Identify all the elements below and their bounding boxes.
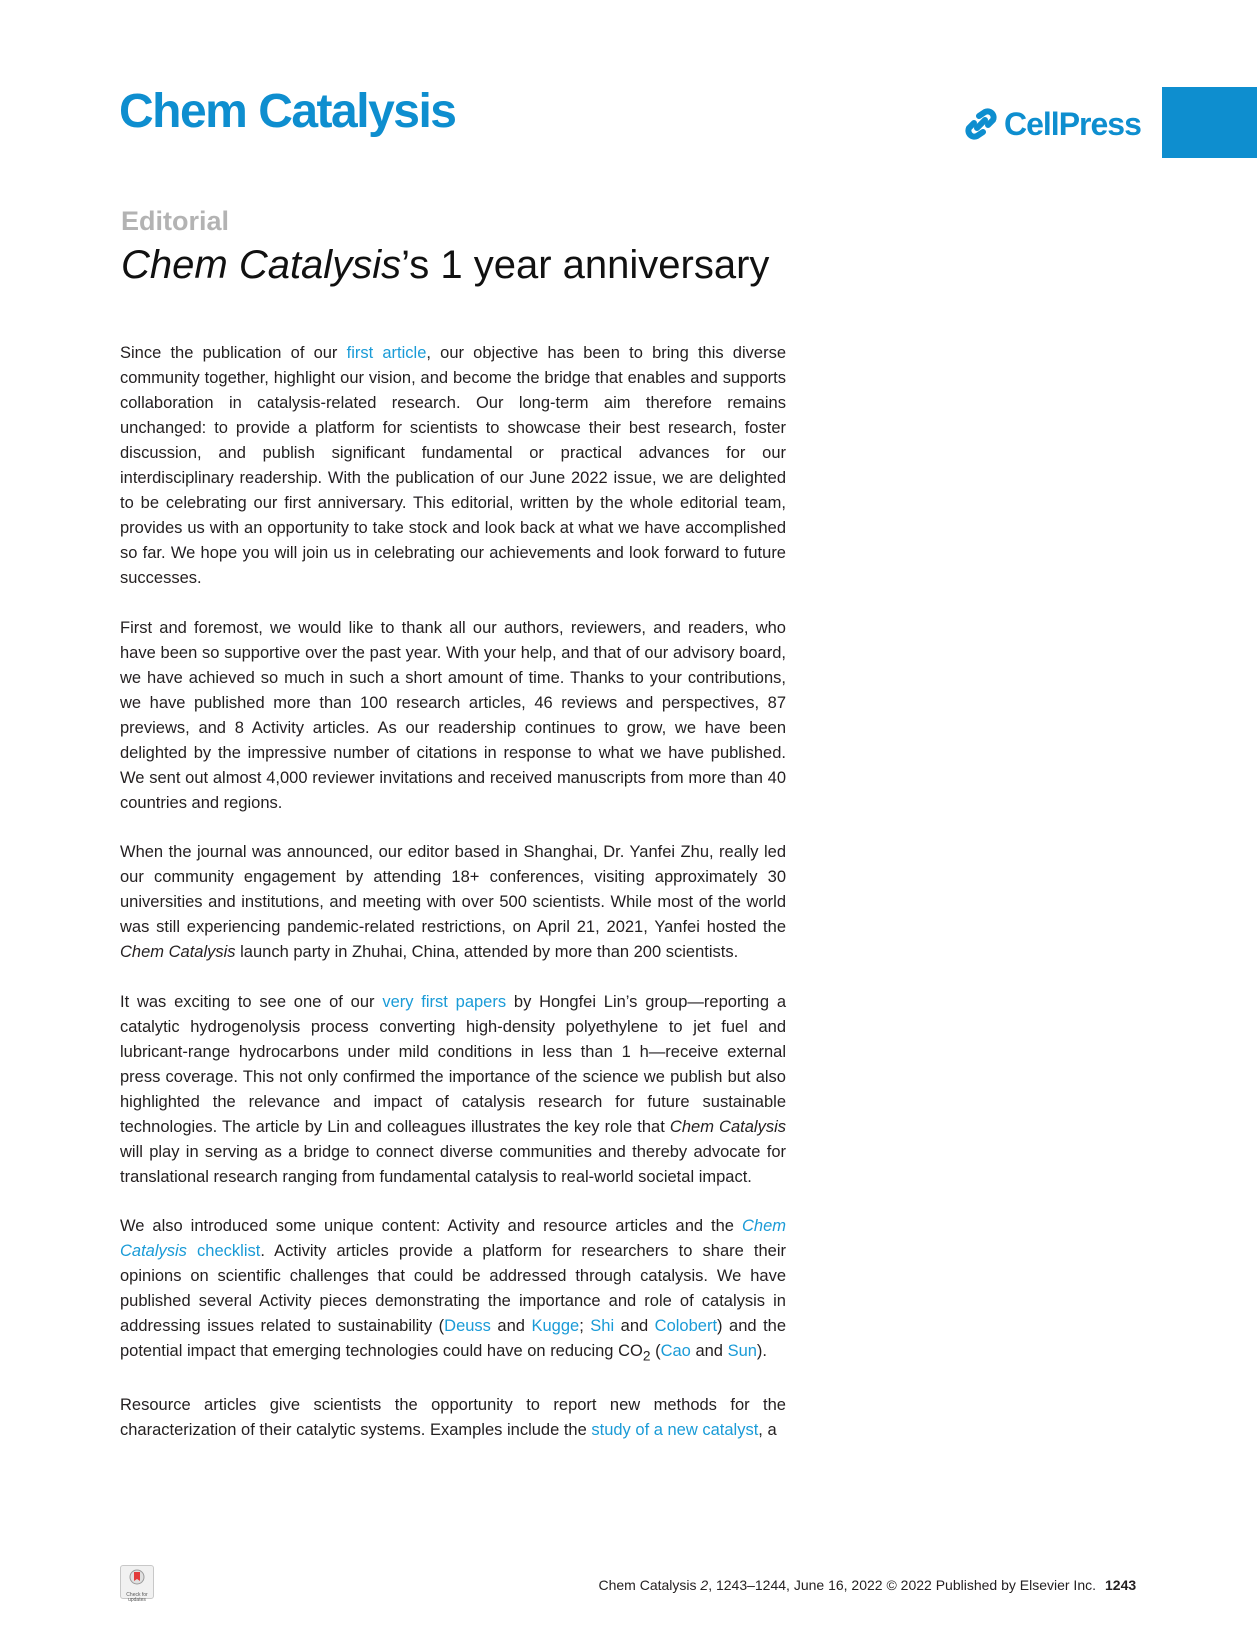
citation-volume: 2 <box>700 1577 709 1593</box>
citation-details: , 1243–1244, June 16, 2022 © 2022 Published by Elsevier Inc. <box>708 1577 1096 1593</box>
text: will play in serving as a bridge to connect diverse communities and thereby advocate for translational research ranging from fundamental catalysis to real-world societal impact. <box>120 1142 786 1186</box>
very-first-papers-link[interactable]: very first papers <box>382 992 507 1011</box>
text: , our objective has been to bring this diverse community together, highlight our vision, and become the bridge that enables and supports collaboration in catalysis-related research. Our long-term aim therefore remains unchanged: to provide a platform for scientists to showcase their best research, foster discussion, and publish significant fundamental or practical advances for our interdisciplinary readership. With the publication of our June 2022 issue, we are delighted to be celebrating our first anniversary. This editorial, written by the whole editorial team, provides us with an opportunity to take stock and look back at what we have accomplished so far. We hope you will join us in celebrating our achievements and look forward to future successes. <box>120 344 786 587</box>
text: Resource articles give scientists the opportunity to report new methods for the characterization of their catalytic systems. Examples include the <box>120 1395 786 1439</box>
kugge-link[interactable]: Kugge <box>531 1317 580 1335</box>
article-title-rest: ’s 1 year anniversary <box>401 243 770 287</box>
journal-name-italic: Chem Catalysis <box>669 1117 786 1136</box>
text: . Activity articles provide a platform for researchers to share their opinions on scientific challenges that could be addressed through catalysis. We have published several Activity pieces demonstrating the importance and role of catalysis in addressing issues related to sustainability ( <box>120 1242 787 1335</box>
paragraph-1 <box>120 341 786 591</box>
paragraph-6 <box>120 1393 786 1443</box>
subscript: 2 <box>642 1348 651 1364</box>
journal-name-italic: Chem Catalysis <box>120 943 236 961</box>
article-title-italic: Chem Catalysis <box>121 243 402 287</box>
article-type-label: Editorial <box>121 206 230 236</box>
shi-link[interactable]: Shi <box>590 1317 615 1335</box>
text: ; <box>579 1317 591 1335</box>
text: ). <box>756 1342 768 1360</box>
text: ) and the potential impact that emerging technologies could have on reducing CO <box>120 1317 787 1360</box>
bookmark-icon <box>129 1569 145 1587</box>
text: and <box>614 1317 655 1335</box>
paragraph-3 <box>120 840 786 965</box>
text: by Hongfei Lin’s group—reporting a catalytic hydrogenolysis process converting high-density polyethylene to jet fuel and lubricant-range hydrocarbons under mild conditions in less than 1 h—receive external press coverage. This not only confirmed the importance of the science we publish but also highlighted the relevance and impact of catalysis research for future sustainable technologies. The article by Lin and colleagues illustrates the key role that <box>120 992 787 1136</box>
paragraph-2 <box>120 616 786 816</box>
article-body <box>120 341 786 1467</box>
first-article-link[interactable]: first article <box>346 344 427 362</box>
journal-title: Chem Catalysis <box>119 85 456 138</box>
text: We also introduced some unique content: Activity and resource articles and the <box>120 1217 742 1235</box>
new-catalyst-study-link[interactable]: study of a new catalyst <box>591 1420 759 1439</box>
text: Since the publication of our <box>120 344 347 362</box>
page-number: 1243 <box>1105 1577 1137 1593</box>
text: launch party in Zhuhai, China, attended by more than 200 scientists. <box>235 943 739 961</box>
paragraph-5 <box>120 1214 786 1368</box>
citation-journal: Chem Catalysis <box>598 1577 701 1593</box>
check-for-updates-badge[interactable] <box>120 1565 154 1603</box>
publisher-name: CellPress <box>1004 106 1141 142</box>
text: and <box>490 1317 532 1335</box>
footer-citation <box>598 1577 1096 1593</box>
text: ( <box>650 1342 661 1360</box>
article-title <box>121 243 769 287</box>
text: When the journal was announced, our editor based in Shanghai, Dr. Yanfei Zhu, really led our community engagement by attending 18+ conferences, visiting approximately 30 universities and institutions, and meeting with over 500 scientists. While most of the world was still experiencing pandemic-related restrictions, on April 21, 2021, Yanfei hosted the <box>120 843 786 936</box>
publisher-logo[interactable] <box>964 104 1141 144</box>
check-for-updates-label: Check for updates <box>126 1592 148 1603</box>
text: First and foremost, we would like to thank all our authors, reviewers, and readers, who have been so supportive over the past year. With your help, and that of our advisory board, we have achieved so much in such a short amount of time. Thanks to your contributions, we have published more than 100 research articles, 46 reviews and perspectives, 87 previews, and 8 Activity articles. As our readership continues to grow, we have been delighted by the impressive number of citations in response to what we have published. We sent out almost 4,000 reviewer invitations and received manuscripts from more than 40 countries and regions. <box>120 618 786 812</box>
sun-link[interactable]: Sun <box>727 1342 757 1360</box>
cellpress-link-icon <box>964 107 998 141</box>
checklist-link-italic: Chem Catalysis <box>120 1217 786 1260</box>
corner-color-tab <box>1162 87 1257 158</box>
cao-link[interactable]: Cao <box>660 1342 691 1360</box>
text: and <box>690 1342 728 1360</box>
checklist-link-text: checklist <box>186 1242 261 1260</box>
text: , a <box>758 1420 777 1439</box>
text: It was exciting to see one of our <box>120 992 383 1011</box>
paragraph-4 <box>120 990 786 1190</box>
colobert-link[interactable]: Colobert <box>654 1317 718 1335</box>
deuss-link[interactable]: Deuss <box>444 1317 491 1335</box>
